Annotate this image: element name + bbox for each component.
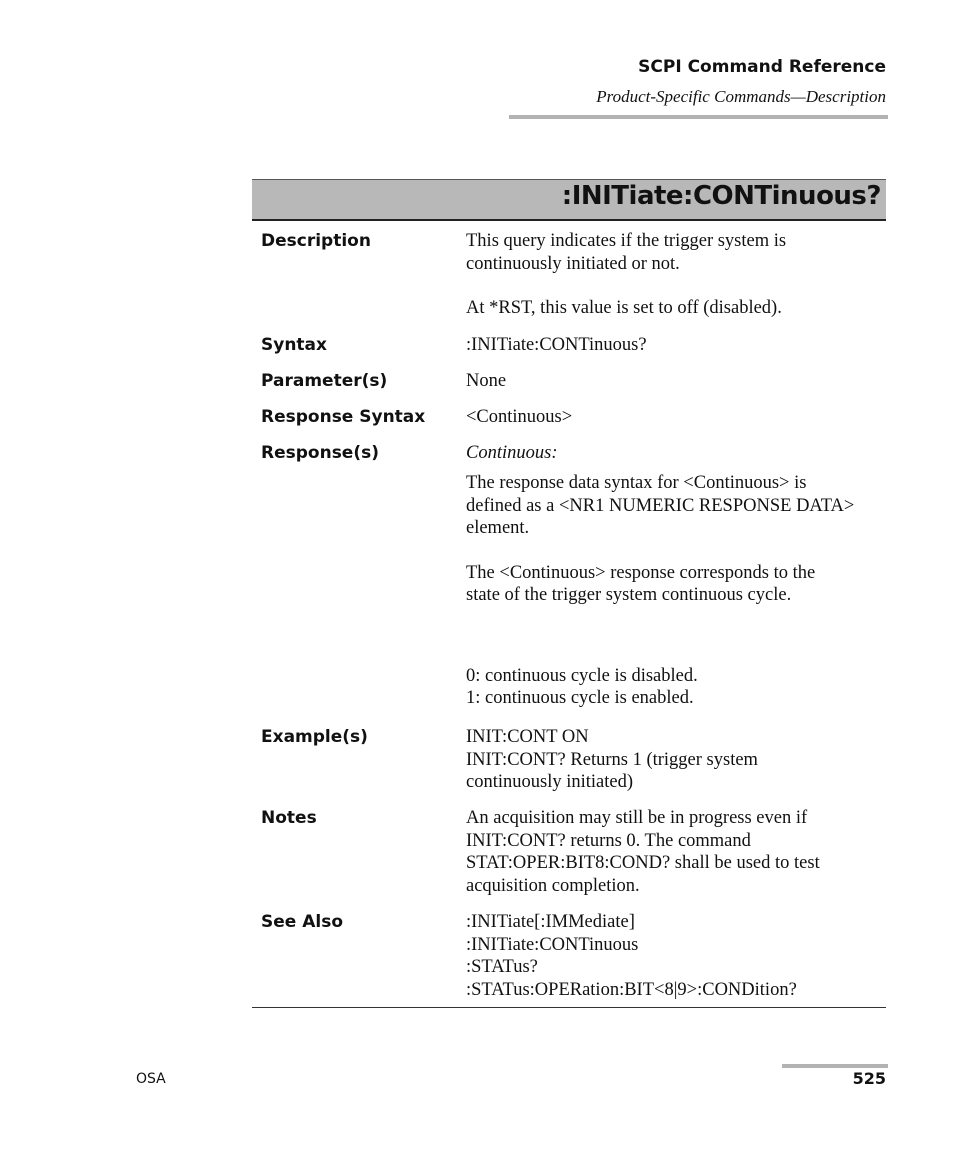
command-title-bar (252, 179, 886, 221)
notes-label: Notes (261, 808, 317, 828)
see-also-value: :INITiate[:IMMediate] :INITiate:CONTinuous :STATus? :STATus:OPERation:BIT<8|9>:CONDition? (466, 912, 797, 1000)
syntax-label: Syntax (261, 335, 327, 355)
header-rule (509, 115, 888, 119)
examples-value: INIT:CONT ON INIT:CONT? Returns 1 (trigger system continuously initiated) (466, 727, 758, 792)
notes-value: An acquisition may still be in progress even if INIT:CONT? returns 0. The command STAT:OPER:BIT8:COND? shall be used to test acquisition completion. (466, 808, 820, 896)
command-title: :INITiate:CONTinuous? (561, 181, 881, 211)
response-syntax-label: Response Syntax (261, 407, 426, 427)
description-value: This query indicates if the trigger system is continuously initiated or not. At *RST, this value is set to off (disabled). (466, 231, 787, 318)
see-also-label: See Also (261, 912, 344, 932)
footer-product: OSA (136, 1071, 166, 1087)
responses-label: Response(s) (261, 443, 379, 463)
responses-heading: Continuous: (466, 443, 558, 463)
running-header-title: SCPI Command Reference (638, 57, 886, 77)
syntax-value: :INITiate:CONTinuous? (466, 335, 647, 355)
parameters-label: Parameter(s) (261, 371, 388, 391)
response-syntax-value: <Continuous> (466, 407, 573, 427)
table-bottom-rule (252, 1007, 886, 1008)
running-header-subtitle: Product-Specific Commands—Description (596, 87, 886, 106)
page-number: 525 (852, 1069, 886, 1088)
responses-value: The response data syntax for <Continuous> is defined as a <NR1 NUMERIC RESPONSE DATA> element. The <Continuous> response corresponds to the state of the trigger system continuous cycle. 0: continuous cycle is disabled. 1: continuous cycle is enabled. (466, 473, 855, 708)
examples-label: Example(s) (261, 727, 368, 747)
parameters-value: None (466, 371, 507, 391)
description-label: Description (261, 231, 371, 251)
footer-rule (782, 1064, 888, 1068)
